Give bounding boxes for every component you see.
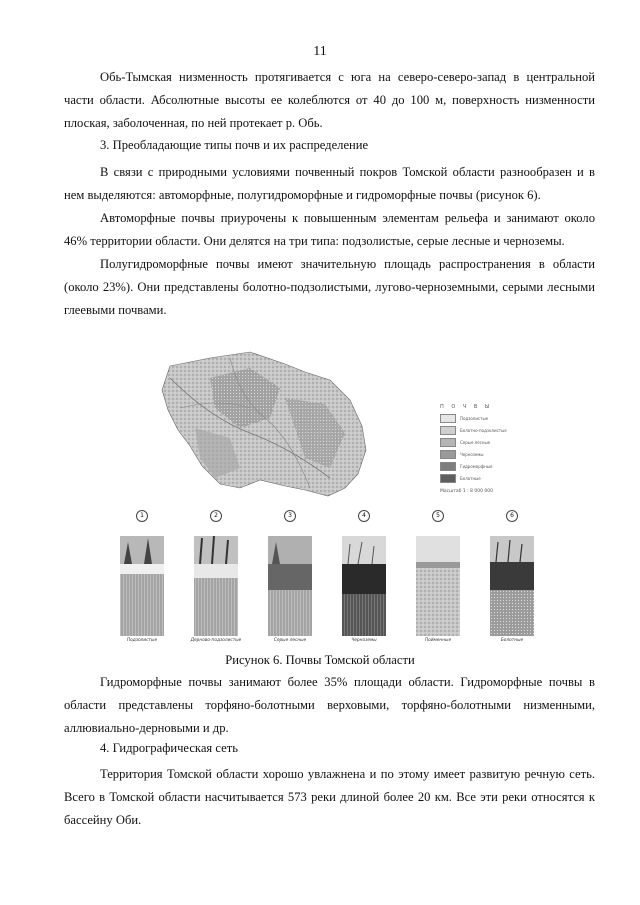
profile-label: Серые лесные <box>273 638 307 643</box>
profile-block-5 <box>416 512 460 643</box>
legend-item: Черноземы <box>440 450 540 459</box>
legend-item: Подзолистые <box>440 414 540 423</box>
profile-number: 2 <box>210 510 222 522</box>
legend-item: Серые лесные <box>440 438 540 447</box>
profile-label: Пойменные <box>424 638 452 643</box>
profile-block-4 <box>342 512 386 643</box>
heading-hydrography: 4. Гидрографическая сеть <box>100 741 238 755</box>
map-legend <box>440 404 540 494</box>
profile-label: Черноземы <box>351 638 377 643</box>
paragraph-soil-cover: В связи с природными условиями почвенный покров Томской области разнообразен и в нем выделяются: автоморфные, полугидроморфные и гидроморфные почвы (рисунок 6). <box>64 165 595 202</box>
profile-block-3 <box>268 512 312 643</box>
legend-item: Болотные <box>440 474 540 483</box>
map-scale: Масштаб 1 : 8 000 000 <box>440 489 493 494</box>
soil-map-image <box>100 338 540 658</box>
legend-item: Гидроморфные <box>440 462 540 471</box>
profile-block-6 <box>490 512 534 643</box>
profile-number: 6 <box>506 510 518 522</box>
paragraph-ob-tym-lowland: Обь-Тымская низменность протягивается с юга на северо-северо-запад в центральной части области. Абсолютные высоты ее колеблются от 40 до 100 м, поверхность низменности плоская, заболоченная, по ней протекает р. Обь. <box>64 70 595 130</box>
profile-number: 4 <box>358 510 370 522</box>
profile-number: 3 <box>284 510 296 522</box>
profile-label: Подзолистые <box>126 638 158 643</box>
paragraph-automorphic: Автоморфные почвы приурочены к повышенным элементам рельефа и занимают около 46% территории области. Они делятся на три типа: подзолистые, серые лесные и черноземы. <box>64 211 595 248</box>
heading-soil-types: 3. Преобладающие типы почв и их распределение <box>100 138 369 152</box>
soil-figure <box>100 338 540 658</box>
profile-label: Дерново-подзолистые <box>190 638 242 643</box>
paragraph-hydromorphic: Гидроморфные почвы занимают более 35% площади области. Гидроморфные почвы в области представлены торфяно-болотными верховыми, торфяно-болотными низменными, аллювиально-дерновыми и др. <box>64 675 595 735</box>
legend-item: Болотно-подзолистые <box>440 426 540 435</box>
profile-block-1 <box>120 512 164 643</box>
paragraph-river-network: Территория Томской области хорошо увлажнена и по этому имеет развитую речную сеть. Всего в Томской области насчитывается 573 реки длиной более 20 км. Все эти реки относятся к бассейну Оби. <box>64 767 595 827</box>
profile-label: Болотные <box>500 638 524 643</box>
figure-caption: Рисунок 6. Почвы Томской области <box>225 653 415 667</box>
paragraph-semihydromorphic: Полугидроморфные почвы имеют значительную площадь распространения в области (около 23%). Они представлены болотно-подзолистыми, лугово-черноземными, серыми лесными глеевыми почвами. <box>64 257 595 317</box>
legend-title: П О Ч В Ы <box>440 404 493 410</box>
profile-block-2 <box>190 512 242 643</box>
profile-number: 5 <box>432 510 444 522</box>
page-number: 11 <box>313 44 327 59</box>
profile-number: 1 <box>136 510 148 522</box>
